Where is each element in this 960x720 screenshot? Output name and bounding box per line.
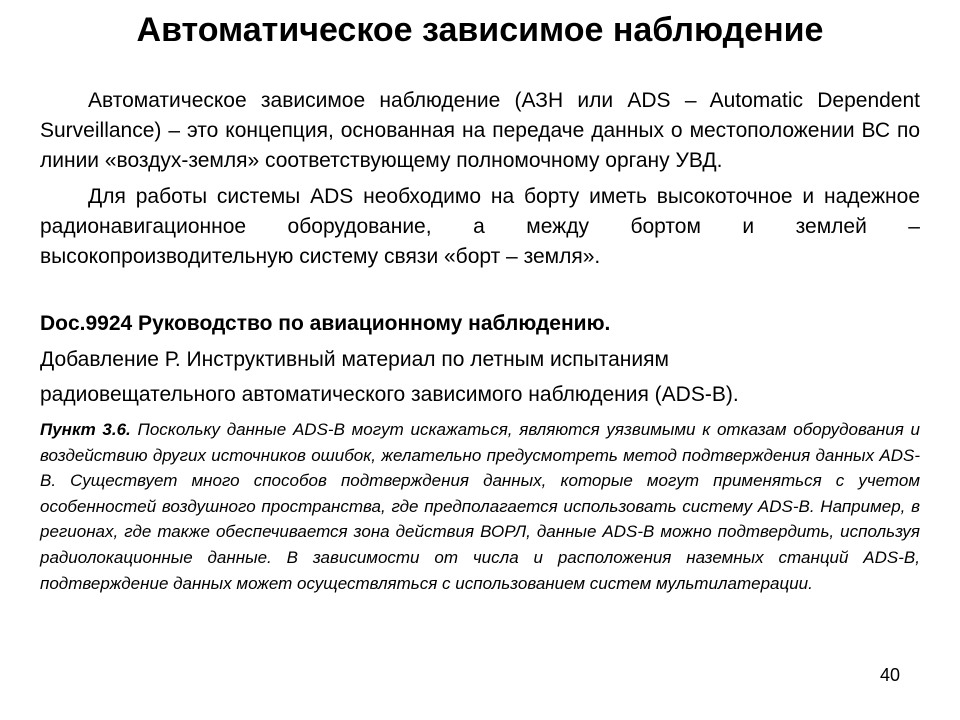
- slide-title: Автоматическое зависимое наблюдение: [136, 11, 824, 49]
- point-label: Пункт 3.6.: [40, 420, 131, 439]
- page-number: 40: [879, 665, 900, 685]
- slide-content: [40, 86, 920, 596]
- addendum-text: [40, 342, 920, 412]
- point-text: Поскольку данные ADS-B могут искажаться, являются уязвимыми к отказам оборудования и воздействию других источников ошибок, желательно предусмотреть метод подтверждения данных ADS-B. Существует много способов подтверждения данных, которые могут применяться с учетом особенностей воздушного пространства, где предполагается использовать систему ADS-B. Например, в регионах, где также обеспечивается зона действия ВОРЛ, данные ADS-B можно подтвердить, используя радиолокационные данные. В зависимости от числа и расположения наземных станций ADS-B, подтверждение данных может осуществляться с использованием систем мультилатерации.: [40, 420, 921, 593]
- addendum-line-2: радиовещательного автоматического зависимого наблюдения (ADS-B).: [40, 383, 739, 406]
- doc-heading: Doc.9924 Руководство по авиационному наблюдению.: [40, 312, 611, 335]
- paragraph-ads-requirements: Для работы системы ADS необходимо на борту иметь высокоточное и надежное радионавигационное оборудование, а между бортом и землей – высокопроизводительную систему связи «борт – земля».: [40, 185, 920, 268]
- addendum-line-1: Добавление Р. Инструктивный материал по летным испытаниям: [40, 348, 669, 371]
- point-3-6: [40, 417, 920, 596]
- paragraph-ads-definition: Автоматическое зависимое наблюдение (АЗН или ADS – Automatic Dependent Surveillance) – это концепция, основанная на передаче данных о местоположении ВС по линии «воздух-земля» соответствующему полномочному органу УВД.: [40, 89, 920, 172]
